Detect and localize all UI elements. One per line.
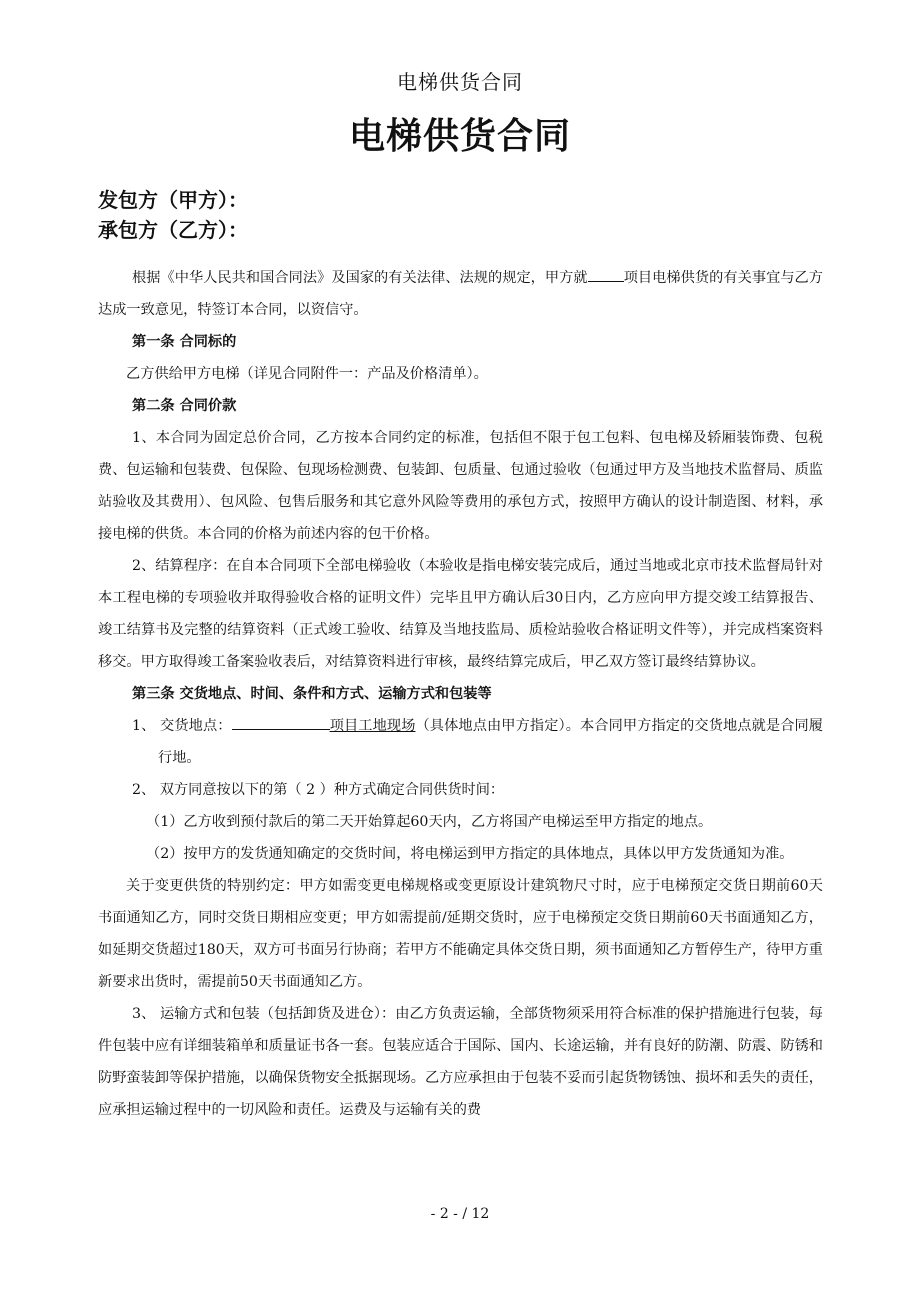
- article-1-heading: 第一条 合同标的: [132, 334, 237, 350]
- party-a-label: 发包方（甲方）：: [98, 188, 248, 212]
- special-agreement: 关于变更供货的特别约定：甲方如需变更电梯规格或变更原设计建筑物尺寸时，应于电梯预定交货日期前60天书面通知乙方，同时交货日期相应变更；甲方如需提前/延期交货时，应于电梯预定交货日期前60天书面通知乙方，如延期交货超过180天，双方可书面另行协商；若甲方不能确定具体交货日期，须书面通知乙方暂停生产，待甲方重新要求出货时，需提前50天书面通知乙方。: [98, 878, 823, 990]
- article-3-item-1: [98, 710, 823, 774]
- project-name-blank: [588, 267, 624, 282]
- delivery-option-1: （1）乙方收到预付款后的第二天开始算起60天内，乙方将国产电梯运至甲方指定的地点。: [146, 814, 713, 830]
- article-1-text: 乙方供给甲方电梯（详见合同附件一：产品及价格清单）。: [126, 366, 488, 382]
- header-title: 电梯供货合同: [397, 70, 523, 94]
- delivery-place-rest: （具体地点由甲方指定）。本合同甲方指定的交货地点就是合同履行地。: [158, 718, 823, 766]
- party-b-label: 承包方（乙方）：: [98, 218, 248, 242]
- contract-body: [98, 262, 823, 1126]
- document-title: 电梯供货合同: [348, 115, 571, 157]
- delivery-option-2: （2）按甲方的发货通知确定的交货时间，将电梯运到甲方指定的具体地点，具体以甲方发货通知为准。: [146, 846, 794, 862]
- delivery-place-label: 1、 交货地点：: [132, 718, 232, 734]
- intro-text-1: 根据《中华人民共和国合同法》及国家的有关法律、法规的规定，甲方就: [132, 270, 588, 286]
- intro-text-2: 项目电梯供货的有关事宜与乙方达成一致意见，特签订本合同，以资信守。: [98, 270, 823, 318]
- delivery-place-value: 项目工地现场: [329, 718, 416, 734]
- page-number: - 2 - / 12: [430, 1206, 490, 1222]
- delivery-place-blank: [232, 715, 330, 730]
- parties-block: [98, 185, 248, 245]
- article-2-item-2: 2、结算程序：在自本合同项下全部电梯验收（本验收是指电梯安装完成后，通过当地或北京市技术监督局针对本工程电梯的专项验收并取得验收合格的证明文件）完毕且甲方确认后30日内，乙方应向甲方提交竣工结算报告、竣工结算书及完整的结算资料（正式竣工验收、结算及当地技监局、质检站验收合格证明文件等），并完成档案资料移交。甲方取得竣工备案验收表后，对结算资料进行审核，最终结算完成后，甲乙双方签订最终结算协议。: [98, 558, 823, 670]
- article-3-item-2: 2、 双方同意按以下的第（ 2 ）种方式确定合同供货时间：: [132, 782, 505, 798]
- article-3-item-3: 3、 运输方式和包装（包括卸货及进仓）：由乙方负责运输，全部货物须采用符合标准的保护措施进行包装，每件包装中应有详细装箱单和质量证书各一套。包装应适合于国际、国内、长途运输，并有良好的防潮、防震、防锈和防野蛮装卸等保护措施，以确保货物安全抵据现场。乙方应承担由于包装不妥而引起货物锈蚀、损坏和丢失的责任，应承担运输过程中的一切风险和责任。运费及与运输有关的费: [98, 1006, 823, 1118]
- article-2-heading: 第二条 合同价款: [132, 398, 237, 414]
- article-2-item-1: 1、本合同为固定总价合同，乙方按本合同约定的标准，包括但不限于包工包料、包电梯及轿厢装饰费、包税费、包运输和包装费、包保险、包现场检测费、包装卸、包质量、包通过验收（包通过甲方及当地技术监督局、质监站验收及其费用）、包风险、包售后服务和其它意外风险等费用的承包方式，按照甲方确认的设计制造图、材料，承接电梯的供货。本合同的价格为前述内容的包干价格。: [98, 430, 823, 542]
- article-3-heading: 第三条 交货地点、时间、条件和方式、运输方式和包装等: [132, 686, 492, 702]
- intro-paragraph: [98, 262, 823, 326]
